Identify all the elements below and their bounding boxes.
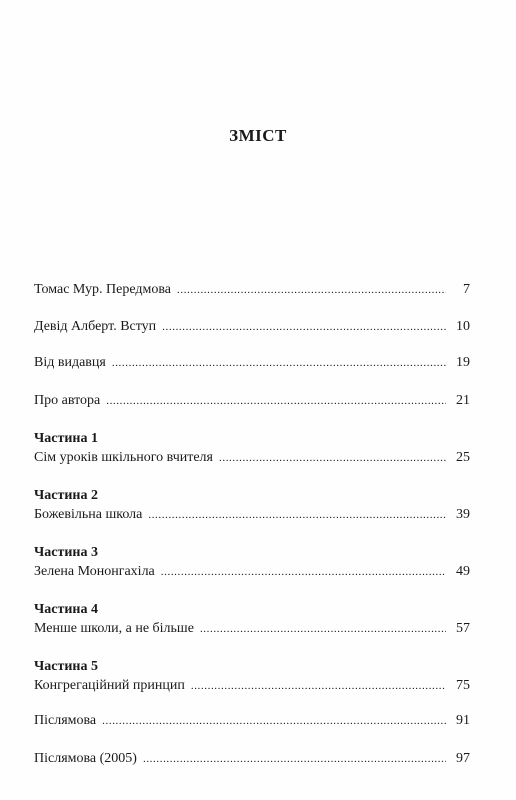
dot-leader xyxy=(112,354,446,372)
dot-leader xyxy=(102,712,446,730)
toc-page-number: 91 xyxy=(456,713,470,728)
toc-page-number: 19 xyxy=(456,355,470,370)
dot-leader xyxy=(106,392,446,410)
toc-entry[interactable] xyxy=(34,354,470,372)
toc-entry-title: Божевільна школа xyxy=(34,507,143,522)
dot-leader xyxy=(219,449,446,467)
toc-page-number: 7 xyxy=(463,282,470,297)
toc-page-number: 49 xyxy=(456,564,470,579)
part-heading: Частина 4 xyxy=(34,602,98,617)
page-title: ЗМІСТ xyxy=(229,126,287,145)
toc-entry-title: Від видавця xyxy=(34,355,106,370)
toc-entry[interactable] xyxy=(34,750,470,768)
dot-leader xyxy=(148,506,446,524)
toc-entry[interactable] xyxy=(34,506,470,524)
toc-entry-title: Зелена Мононгахіла xyxy=(34,564,155,579)
dot-leader xyxy=(200,620,446,638)
toc-entry-title: Конгрегаційний принцип xyxy=(34,678,185,693)
toc-page-number: 39 xyxy=(456,507,470,522)
toc-entry[interactable] xyxy=(34,712,470,730)
dot-leader xyxy=(161,563,446,581)
dot-leader xyxy=(143,750,446,768)
toc-page-number: 75 xyxy=(456,678,470,693)
part-heading: Частина 2 xyxy=(34,488,98,503)
toc-entry[interactable] xyxy=(34,449,470,467)
toc-page-number: 97 xyxy=(456,751,470,766)
dot-leader xyxy=(162,318,446,336)
toc-page-number: 57 xyxy=(456,621,470,636)
toc-entry-title: Про автора xyxy=(34,393,101,408)
toc-entry-title: Менше школи, а не більше xyxy=(34,621,194,636)
toc-page-number: 25 xyxy=(456,450,470,465)
part-heading: Частина 3 xyxy=(34,545,98,560)
toc-entry[interactable] xyxy=(34,563,470,581)
toc-entry[interactable] xyxy=(34,620,470,638)
toc-page-number: 10 xyxy=(456,319,470,334)
toc-entry-title: Післямова (2005) xyxy=(34,751,137,766)
toc-entry[interactable] xyxy=(34,318,470,336)
part-heading: Частина 5 xyxy=(34,659,98,674)
dot-leader xyxy=(191,677,446,695)
toc-entry-title: Девід Алберт. Вступ xyxy=(34,319,157,334)
toc-entry[interactable] xyxy=(34,677,470,695)
toc-entry-title: Томас Мур. Передмова xyxy=(34,282,171,297)
toc-page-number: 21 xyxy=(456,393,470,408)
toc-entry-title: Післямова xyxy=(34,713,97,728)
toc-entry-title: Сім уроків шкільного вчителя xyxy=(34,450,213,465)
part-heading: Частина 1 xyxy=(34,431,98,446)
dot-leader xyxy=(177,281,446,299)
toc-entry[interactable] xyxy=(34,392,470,410)
toc-entry[interactable] xyxy=(34,281,470,299)
